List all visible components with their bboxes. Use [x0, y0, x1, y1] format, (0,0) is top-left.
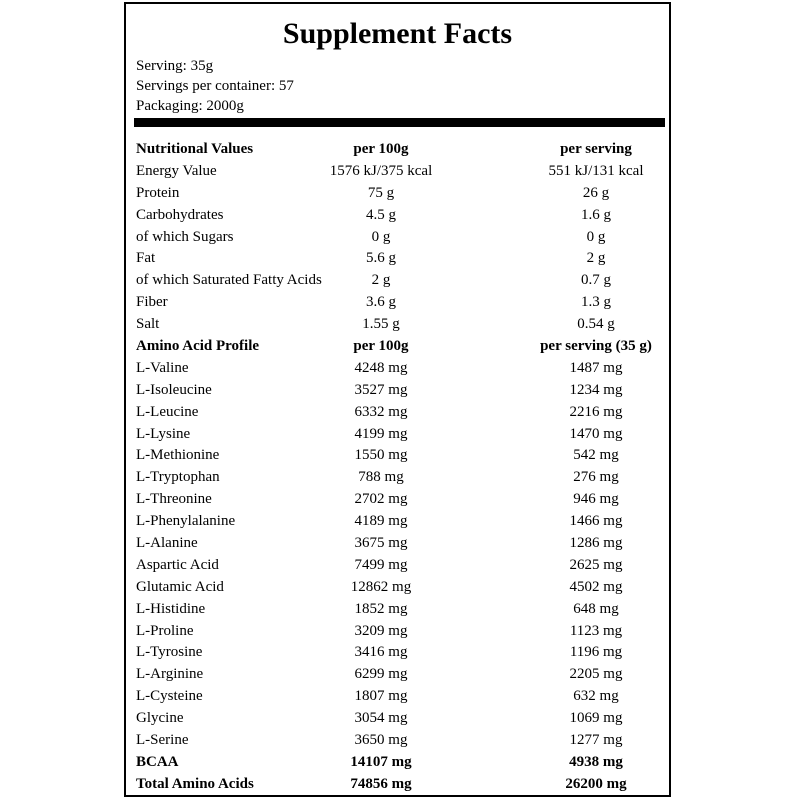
- table-row: [136, 445, 663, 467]
- table-row: [136, 708, 663, 730]
- servings-per-container: Servings per container: 57: [136, 78, 294, 94]
- table-row: [136, 161, 663, 183]
- table-row: [136, 358, 663, 380]
- per-serving-value: 1123 mg: [569, 622, 623, 639]
- nutrient-name: L-Isoleucine: [136, 381, 212, 398]
- per-serving-value: per serving (35 g): [540, 338, 652, 355]
- nutrition-table: [136, 139, 663, 796]
- per-serving-value: 26200 mg: [565, 775, 627, 792]
- nutrient-name: Salt: [136, 316, 160, 333]
- nutrient-name: Carbohydrates: [136, 206, 224, 223]
- nutrient-name: Glutamic Acid: [136, 578, 224, 595]
- per-100g-value: 3209 mg: [354, 622, 408, 639]
- table-row: [136, 227, 663, 249]
- nutrient-name: Glycine: [136, 710, 184, 727]
- per-serving-value: 1470 mg: [569, 425, 623, 442]
- table-row: [136, 511, 663, 533]
- table-row: [136, 599, 663, 621]
- table-row: [136, 424, 663, 446]
- per-serving-value: 4502 mg: [569, 578, 623, 595]
- nutrient-name: Protein: [136, 184, 180, 201]
- table-row: [136, 402, 663, 424]
- per-serving-value: 1286 mg: [569, 535, 623, 552]
- per-serving-value: 1.3 g: [581, 294, 611, 311]
- per-100g-value: 12862 mg: [350, 578, 412, 595]
- table-row: [136, 577, 663, 599]
- nutrient-name: L-Threonine: [136, 491, 212, 508]
- table-header-row: [136, 774, 663, 796]
- table-row: [136, 270, 663, 292]
- nutrient-name: BCAA: [136, 753, 179, 770]
- per-serving-value: 2625 mg: [569, 556, 623, 573]
- per-100g-value: 1.55 g: [362, 316, 400, 333]
- nutrient-name: L-Proline: [136, 622, 194, 639]
- per-serving-value: 1.6 g: [581, 206, 611, 223]
- nutrient-name: L-Tyrosine: [136, 644, 203, 661]
- table-row: [136, 621, 663, 643]
- per-serving-value: per serving: [560, 141, 632, 157]
- nutrient-name: Energy Value: [136, 162, 217, 179]
- packaging: Packaging: 2000g: [136, 98, 244, 114]
- table-row: [136, 314, 663, 336]
- per-100g-value: 74856 mg: [350, 775, 412, 792]
- per-100g-value: 2702 mg: [354, 491, 408, 508]
- nutrient-name: Nutritional Values: [136, 141, 254, 157]
- per-serving-value: 1466 mg: [569, 513, 623, 530]
- per-100g-value: 0 g: [371, 228, 391, 245]
- per-100g-value: 3527 mg: [354, 381, 408, 398]
- per-serving-value: 1234 mg: [569, 381, 623, 398]
- table-row: [136, 555, 663, 577]
- per-100g-value: 3416 mg: [354, 644, 408, 661]
- per-100g-value: 75 g: [367, 184, 395, 201]
- nutrient-name: L-Cysteine: [136, 688, 203, 705]
- per-serving-value: 0.7 g: [581, 272, 611, 289]
- table-row: [136, 248, 663, 270]
- table-row: [136, 686, 663, 708]
- per-100g-value: 4199 mg: [354, 425, 408, 442]
- per-serving-value: 1196 mg: [569, 644, 623, 661]
- per-100g-value: per 100g: [353, 338, 409, 355]
- per-serving-value: 632 mg: [573, 688, 619, 705]
- nutrient-name: Aspartic Acid: [136, 556, 219, 573]
- per-100g-value: 7499 mg: [354, 556, 408, 573]
- per-100g-value: 1576 kJ/375 kcal: [329, 162, 433, 179]
- table-row: [136, 664, 663, 686]
- per-100g-value: 2 g: [371, 272, 391, 289]
- label-title: Supplement Facts: [282, 17, 513, 50]
- nutrient-name: Fat: [136, 250, 156, 267]
- table-header-row: [136, 336, 663, 358]
- nutrient-name: L-Tryptophan: [136, 469, 220, 486]
- per-serving-value: 648 mg: [573, 600, 619, 617]
- divider-bar: [134, 118, 665, 127]
- table-row: [136, 380, 663, 402]
- per-serving-value: 26 g: [582, 184, 610, 201]
- nutrient-name: L-Phenylalanine: [136, 513, 236, 530]
- nutrient-name: L-Arginine: [136, 666, 204, 683]
- table-row: [136, 533, 663, 555]
- per-100g-value: 6332 mg: [354, 403, 408, 420]
- per-100g-value: 3675 mg: [354, 535, 408, 552]
- nutrient-name: L-Leucine: [136, 403, 199, 420]
- per-100g-value: 5.6 g: [366, 250, 396, 267]
- per-100g-value: 14107 mg: [350, 753, 412, 770]
- nutrient-name: L-Lysine: [136, 425, 191, 442]
- per-serving-value: 0.54 g: [577, 316, 615, 333]
- table-header-row: [136, 752, 663, 774]
- per-100g-value: 6299 mg: [354, 666, 408, 683]
- per-100g-value: 788 mg: [358, 469, 404, 486]
- table-row: [136, 730, 663, 752]
- per-100g-value: 3054 mg: [354, 710, 408, 727]
- per-100g-value: 3650 mg: [354, 732, 408, 749]
- table-row: [136, 642, 663, 664]
- per-serving-value: 542 mg: [573, 447, 619, 464]
- per-100g-value: 4189 mg: [354, 513, 408, 530]
- per-serving-value: 2205 mg: [569, 666, 623, 683]
- nutrient-name: L-Valine: [136, 359, 189, 376]
- nutrient-name: of which Sugars: [136, 228, 234, 245]
- nutrient-name: Fiber: [136, 294, 168, 311]
- per-serving-value: 1069 mg: [569, 710, 623, 727]
- table-header-row: [136, 139, 663, 161]
- table-row: [136, 467, 663, 489]
- per-serving-value: 2 g: [586, 250, 606, 267]
- nutrient-name: of which Saturated Fatty Acids: [136, 272, 322, 289]
- per-100g-value: 1807 mg: [354, 688, 408, 705]
- nutrient-name: L-Methionine: [136, 447, 220, 464]
- per-serving-value: 4938 mg: [569, 753, 623, 770]
- per-100g-value: per 100g: [353, 141, 409, 157]
- nutrient-name: Amino Acid Profile: [136, 338, 260, 355]
- per-serving-value: 1487 mg: [569, 359, 623, 376]
- per-serving-value: 946 mg: [573, 491, 619, 508]
- per-serving-value: 0 g: [586, 228, 606, 245]
- per-serving-value: 1277 mg: [569, 732, 623, 749]
- per-serving-value: 551 kJ/131 kcal: [548, 162, 644, 179]
- per-100g-value: 4248 mg: [354, 359, 408, 376]
- per-100g-value: 4.5 g: [366, 206, 396, 223]
- nutrient-name: Total Amino Acids: [136, 775, 254, 792]
- per-serving-value: 2216 mg: [569, 403, 623, 420]
- per-serving-value: 276 mg: [573, 469, 619, 486]
- nutrient-name: L-Alanine: [136, 535, 198, 552]
- per-100g-value: 3.6 g: [366, 294, 396, 311]
- nutrient-name: L-Serine: [136, 732, 189, 749]
- nutrient-name: L-Histidine: [136, 600, 206, 617]
- serving-size: Serving: 35g: [136, 58, 214, 74]
- per-100g-value: 1550 mg: [354, 447, 408, 464]
- supplement-facts-label: [124, 2, 671, 797]
- table-row: [136, 489, 663, 511]
- table-row: [136, 292, 663, 314]
- table-row: [136, 205, 663, 227]
- per-100g-value: 1852 mg: [354, 600, 408, 617]
- table-row: [136, 183, 663, 205]
